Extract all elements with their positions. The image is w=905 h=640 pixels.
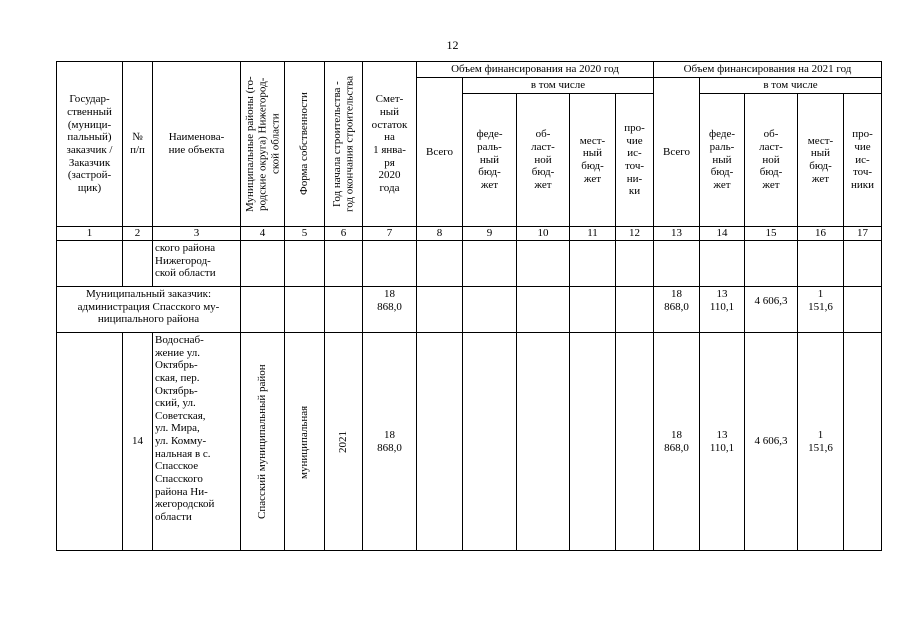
- item-total-2021: 18 868,0: [654, 333, 700, 551]
- page-number: 12: [446, 38, 459, 52]
- customer-label: Муниципальный заказчик: администрация Спасского му- ниципального района: [57, 287, 241, 333]
- header-other-2020: про- чие ис- точ- ни- ки: [616, 94, 654, 227]
- item-ownership: [285, 333, 325, 551]
- customer-total-2021: 18 868,0: [654, 287, 700, 333]
- customer-estimate: 18 868,0: [363, 287, 417, 333]
- column-number: 2: [123, 227, 153, 241]
- header-ownership: [285, 62, 325, 227]
- header-number: № п/п: [123, 62, 153, 227]
- header-including-2020: в том числе: [463, 78, 654, 94]
- item-year: [325, 333, 363, 551]
- column-number: 11: [570, 227, 616, 241]
- header-total-2020: Всего: [417, 78, 463, 227]
- header-local-2020: мест- ный бюд- жет: [570, 94, 616, 227]
- column-number: 17: [844, 227, 882, 241]
- continuation-row: [57, 241, 882, 287]
- item-district: [241, 333, 285, 551]
- header-local-2021: мест- ный бюд- жет: [798, 94, 844, 227]
- header-federal-2021: феде- раль- ный бюд- жет: [700, 94, 745, 227]
- item-district-text: Спасский муниципальный район: [256, 364, 269, 519]
- column-number: 10: [517, 227, 570, 241]
- header-municipal-district: [241, 62, 285, 227]
- column-number: 6: [325, 227, 363, 241]
- item-year-text: 2021: [337, 430, 350, 453]
- header-estimate-remaining: Смет- ный остаток на 1 янва- ря 2020 года: [363, 62, 417, 227]
- table-row: [57, 333, 882, 551]
- header-funding-2021: Объем финансирования на 2021 год: [654, 62, 882, 78]
- column-number: 9: [463, 227, 517, 241]
- header-regional-2020: об- ласт- ной бюд- жет: [517, 94, 570, 227]
- item-ownership-text: муниципальная: [298, 404, 311, 479]
- column-numbers-row: [57, 227, 882, 241]
- header-total-2021: Всего: [654, 78, 700, 227]
- header-object-name: Наименова- ние объекта: [153, 62, 241, 227]
- customer-row: [57, 287, 882, 333]
- budget-table: [56, 61, 882, 551]
- column-number: 8: [417, 227, 463, 241]
- header-ownership-text: Форма собственности: [298, 92, 311, 196]
- header-customer: Государ- ственный (муници- пальный) заказчик / Заказчик (застрой- щик): [57, 62, 123, 227]
- column-number: 1: [57, 227, 123, 241]
- column-number: 14: [700, 227, 745, 241]
- column-number: 16: [798, 227, 844, 241]
- header-regional-2021: об- ласт- ной бюд- жет: [745, 94, 798, 227]
- customer-regional-2021: 4 606,3: [745, 287, 798, 333]
- customer-federal-2021: 13 110,1: [700, 287, 745, 333]
- header-municipal-district-text: Муниципальные районы (го- родские округа) Нижегород- ской области: [243, 76, 281, 212]
- item-number: 14: [123, 333, 153, 551]
- column-number: 13: [654, 227, 700, 241]
- header-other-2021: про- чие ис- точ- ники: [844, 94, 882, 227]
- column-number: 12: [616, 227, 654, 241]
- header-federal-2020: феде- раль- ный бюд- жет: [463, 94, 517, 227]
- column-number: 15: [745, 227, 798, 241]
- header-construction-years: [325, 62, 363, 227]
- item-federal-2021: 13 110,1: [700, 333, 745, 551]
- column-number: 5: [285, 227, 325, 241]
- column-number: 7: [363, 227, 417, 241]
- column-number: 3: [153, 227, 241, 241]
- header-funding-2020: Объем финансирования на 2020 год: [417, 62, 654, 78]
- header-including-2021: в том числе: [700, 78, 882, 94]
- column-number: 4: [241, 227, 285, 241]
- item-local-2021: 1 151,6: [798, 333, 844, 551]
- item-regional-2021: 4 606,3: [745, 333, 798, 551]
- header-construction-years-text: Год начала строительства - год окончания строительства: [330, 76, 356, 212]
- item-object-name: Водоснаб- жение ул. Октябрь- ская, пер. Октябрь- ский, ул. Советская, ул. Мира, ул. Комму- нальная в с. Спасское Спасского района Ни- жегородской области: [153, 333, 241, 551]
- item-estimate: 18 868,0: [363, 333, 417, 551]
- customer-local-2021: 1 151,6: [798, 287, 844, 333]
- continuation-object-name: ского района Нижегород- ской области: [153, 241, 241, 287]
